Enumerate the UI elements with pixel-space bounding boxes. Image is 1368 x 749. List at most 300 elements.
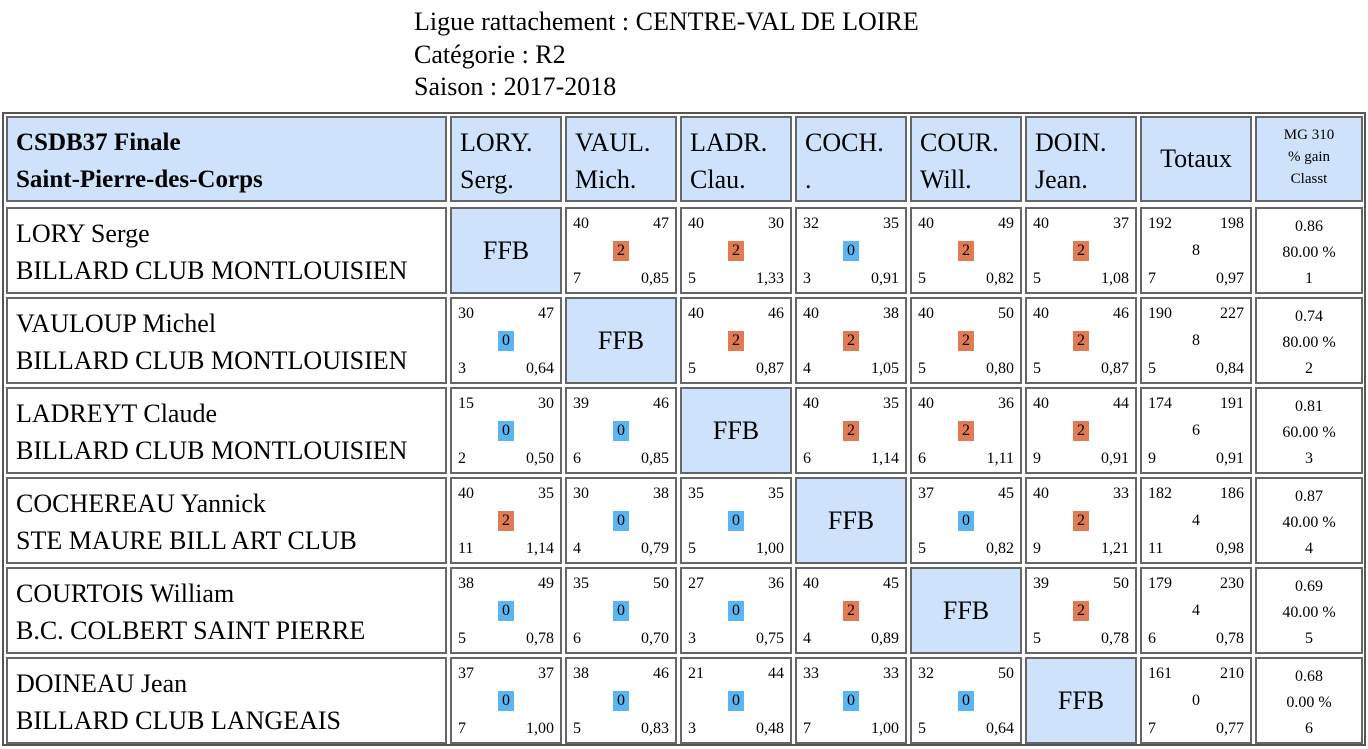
best-run: 3	[458, 360, 466, 377]
general-average: 0.68	[1295, 668, 1323, 685]
average-value: 0,82	[986, 270, 1014, 287]
total-innings: 230	[1220, 575, 1244, 592]
player-cell	[6, 297, 447, 384]
column-header	[795, 116, 907, 202]
match-result-cell	[910, 657, 1022, 744]
points-scored: 40	[1033, 215, 1049, 232]
total-best-run: 7	[1148, 270, 1156, 287]
player-cell	[6, 567, 447, 654]
innings-count: 50	[998, 305, 1014, 322]
innings-count: 38	[653, 485, 669, 502]
total-best-run: 11	[1148, 540, 1164, 557]
table-title-line2: Saint-Pierre-des-Corps	[16, 166, 263, 193]
innings-count: 46	[1113, 305, 1129, 322]
average-value: 0,78	[526, 630, 554, 647]
innings-count: 47	[538, 305, 554, 322]
general-average: 0.74	[1295, 308, 1323, 325]
average-value: 1,08	[1101, 270, 1129, 287]
average-value: 0,64	[986, 720, 1014, 737]
column-header	[680, 116, 792, 202]
points-scored: 40	[803, 305, 819, 322]
best-run: 5	[918, 540, 926, 557]
column-header-line1: LORY.	[460, 128, 533, 157]
average-value: 1,14	[526, 540, 554, 557]
best-run: 5	[918, 720, 926, 737]
ffb-label: FFB	[712, 415, 760, 445]
ffb-cell	[565, 297, 677, 384]
innings-count: 49	[538, 575, 554, 592]
best-run: 5	[1033, 360, 1041, 377]
column-header-line1: DOIN.	[1035, 128, 1107, 157]
best-run: 3	[803, 270, 811, 287]
mg-header-l3: Classt	[1290, 171, 1328, 187]
best-run: 7	[803, 720, 811, 737]
win-points-badge: 2	[728, 331, 744, 351]
average-value: 1,33	[756, 270, 784, 287]
innings-count: 50	[1113, 575, 1129, 592]
points-scored: 38	[573, 665, 589, 682]
innings-count: 44	[1113, 395, 1129, 412]
total-best-run: 9	[1148, 450, 1156, 467]
column-header-line2: Clau.	[690, 165, 746, 194]
points-scored: 40	[573, 215, 589, 232]
best-run: 5	[1033, 270, 1041, 287]
player-club: STE MAURE BILL ART CLUB	[16, 526, 357, 555]
loss-points-badge: 0	[843, 241, 859, 261]
total-average: 0,78	[1216, 630, 1244, 647]
stats-cell	[1255, 297, 1363, 384]
points-scored: 40	[1033, 395, 1049, 412]
total-average: 0,77	[1216, 720, 1244, 737]
average-value: 1,00	[756, 540, 784, 557]
win-points-badge: 2	[958, 241, 974, 261]
match-result-cell	[1025, 477, 1137, 564]
best-run: 5	[573, 720, 581, 737]
best-run: 6	[918, 450, 926, 467]
points-scored: 38	[458, 575, 474, 592]
total-innings: 210	[1220, 665, 1244, 682]
win-percentage: 80.00 %	[1282, 334, 1336, 351]
mg-header-l2: % gain	[1287, 149, 1331, 165]
table-title	[6, 116, 447, 202]
average-value: 0,79	[641, 540, 669, 557]
match-result-cell	[795, 207, 907, 294]
average-value: 0,78	[1101, 630, 1129, 647]
best-run: 7	[573, 270, 581, 287]
total-match-points: 0	[1192, 691, 1200, 709]
loss-points-badge: 0	[843, 691, 859, 711]
match-result-cell	[910, 207, 1022, 294]
points-scored: 40	[803, 395, 819, 412]
points-scored: 32	[918, 665, 934, 682]
best-run: 6	[573, 630, 581, 647]
win-percentage: 40.00 %	[1282, 514, 1336, 531]
ffb-cell	[910, 567, 1022, 654]
loss-points-badge: 0	[498, 601, 514, 621]
column-header-line1: VAUL.	[575, 128, 651, 157]
general-average: 0.69	[1295, 578, 1323, 595]
loss-points-badge: 0	[728, 511, 744, 531]
best-run: 2	[458, 450, 466, 467]
win-points-badge: 2	[728, 241, 744, 261]
loss-points-badge: 0	[498, 421, 514, 441]
totals-cell	[1140, 207, 1252, 294]
average-value: 0,87	[756, 360, 784, 377]
points-scored: 40	[1033, 485, 1049, 502]
column-header-line2: Mich.	[575, 165, 637, 194]
general-average: 0.86	[1295, 218, 1323, 235]
win-points-badge: 2	[498, 511, 514, 531]
match-result-cell	[450, 297, 562, 384]
player-name: LORY Serge	[16, 219, 150, 248]
column-header-line2: Jean.	[1035, 165, 1088, 194]
total-innings: 198	[1220, 215, 1244, 232]
totals-cell	[1140, 297, 1252, 384]
ranking: 1	[1305, 270, 1313, 287]
column-header	[565, 116, 677, 202]
average-value: 1,00	[526, 720, 554, 737]
results-table	[2, 112, 1366, 746]
player-cell	[6, 477, 447, 564]
best-run: 5	[918, 360, 926, 377]
total-average: 0,91	[1216, 450, 1244, 467]
ranking: 6	[1305, 720, 1313, 737]
total-match-points: 8	[1192, 331, 1200, 349]
stats-cell	[1255, 207, 1363, 294]
player-name: VAULOUP Michel	[16, 309, 217, 338]
ffb-cell	[450, 207, 562, 294]
best-run: 7	[458, 720, 466, 737]
average-value: 0,48	[756, 720, 784, 737]
match-result-cell	[1025, 207, 1137, 294]
innings-count: 33	[1113, 485, 1129, 502]
innings-count: 37	[538, 665, 554, 682]
points-scored: 40	[918, 305, 934, 322]
match-result-cell	[910, 297, 1022, 384]
average-value: 0,85	[641, 450, 669, 467]
points-scored: 35	[688, 485, 704, 502]
innings-count: 30	[768, 215, 784, 232]
average-value: 0,80	[986, 360, 1014, 377]
points-scored: 27	[688, 575, 704, 592]
innings-count: 47	[653, 215, 669, 232]
table-title-line1: CSDB37 Finale	[16, 129, 181, 156]
total-innings: 186	[1220, 485, 1244, 502]
innings-count: 37	[1113, 215, 1129, 232]
average-value: 0,83	[641, 720, 669, 737]
innings-count: 46	[653, 665, 669, 682]
ffb-label: FFB	[1057, 685, 1105, 715]
loss-points-badge: 0	[613, 691, 629, 711]
match-result-cell	[565, 387, 677, 474]
totals-cell	[1140, 567, 1252, 654]
best-run: 3	[688, 630, 696, 647]
average-value: 0,50	[526, 450, 554, 467]
league-line: Ligue rattachement : CENTRE-VAL DE LOIRE	[414, 7, 919, 36]
points-scored: 30	[573, 485, 589, 502]
page-header	[414, 6, 919, 104]
points-scored: 39	[1033, 575, 1049, 592]
total-innings: 227	[1220, 305, 1244, 322]
match-result-cell	[450, 387, 562, 474]
column-header-line2: Will.	[920, 165, 972, 194]
match-result-cell	[910, 387, 1022, 474]
win-points-badge: 2	[1073, 421, 1089, 441]
best-run: 5	[688, 360, 696, 377]
average-value: 0,87	[1101, 360, 1129, 377]
innings-count: 36	[998, 395, 1014, 412]
loss-points-badge: 0	[498, 691, 514, 711]
ranking: 4	[1305, 540, 1313, 557]
match-result-cell	[680, 207, 792, 294]
loss-points-badge: 0	[498, 331, 514, 351]
average-value: 0,70	[641, 630, 669, 647]
total-points: 182	[1148, 485, 1172, 502]
win-points-badge: 2	[843, 421, 859, 441]
ffb-label: FFB	[597, 325, 645, 355]
points-scored: 37	[918, 485, 934, 502]
points-scored: 40	[1033, 305, 1049, 322]
totals-cell	[1140, 477, 1252, 564]
loss-points-badge: 0	[958, 511, 974, 531]
general-average: 0.81	[1295, 398, 1323, 415]
points-scored: 40	[458, 485, 474, 502]
match-result-cell	[795, 657, 907, 744]
loss-points-badge: 0	[728, 691, 744, 711]
mg-header-l1: MG 310	[1283, 127, 1335, 143]
innings-count: 30	[538, 395, 554, 412]
average-value: 1,21	[1101, 540, 1129, 557]
win-points-badge: 2	[1073, 511, 1089, 531]
innings-count: 46	[653, 395, 669, 412]
total-points: 179	[1148, 575, 1172, 592]
win-percentage: 80.00 %	[1282, 244, 1336, 261]
player-cell	[6, 387, 447, 474]
match-result-cell	[680, 477, 792, 564]
win-points-badge: 2	[843, 331, 859, 351]
match-result-cell	[450, 477, 562, 564]
total-average: 0,98	[1216, 540, 1244, 557]
player-club: BILLARD CLUB MONTLOUISIEN	[16, 346, 408, 375]
win-points-badge: 2	[958, 331, 974, 351]
average-value: 0,91	[1101, 450, 1129, 467]
category-line: Catégorie : R2	[414, 39, 566, 69]
points-scored: 40	[688, 305, 704, 322]
match-result-cell	[565, 657, 677, 744]
innings-count: 45	[883, 575, 899, 592]
win-points-badge: 2	[958, 421, 974, 441]
stats-cell	[1255, 387, 1363, 474]
general-average: 0.87	[1295, 488, 1323, 505]
innings-count: 38	[883, 305, 899, 322]
total-match-points: 8	[1192, 241, 1200, 259]
innings-count: 44	[768, 665, 784, 682]
points-scored: 32	[803, 215, 819, 232]
points-scored: 39	[573, 395, 589, 412]
average-value: 0,64	[526, 360, 554, 377]
win-points-badge: 2	[1073, 331, 1089, 351]
average-value: 1,00	[871, 720, 899, 737]
average-value: 0,82	[986, 540, 1014, 557]
match-result-cell	[1025, 567, 1137, 654]
best-run: 5	[688, 540, 696, 557]
best-run: 5	[1033, 630, 1041, 647]
player-name: DOINEAU Jean	[16, 669, 188, 698]
column-header	[450, 116, 562, 202]
innings-count: 35	[538, 485, 554, 502]
innings-count: 33	[883, 665, 899, 682]
player-name: LADREYT Claude	[16, 399, 217, 428]
player-club: B.C. COLBERT SAINT PIERRE	[16, 616, 366, 645]
column-header-line2: Serg.	[460, 165, 514, 194]
total-innings: 191	[1220, 395, 1244, 412]
innings-count: 46	[768, 305, 784, 322]
totals-header: Totaux	[1140, 116, 1252, 202]
average-value: 1,14	[871, 450, 899, 467]
average-value: 0,91	[871, 270, 899, 287]
innings-count: 50	[653, 575, 669, 592]
best-run: 4	[573, 540, 581, 557]
total-points: 192	[1148, 215, 1172, 232]
ranking: 3	[1305, 450, 1313, 467]
total-best-run: 7	[1148, 720, 1156, 737]
points-scored: 15	[458, 395, 474, 412]
total-points: 161	[1148, 665, 1172, 682]
total-match-points: 6	[1192, 421, 1200, 439]
best-run: 5	[688, 270, 696, 287]
total-best-run: 6	[1148, 630, 1156, 647]
match-result-cell	[1025, 297, 1137, 384]
totals-cell	[1140, 387, 1252, 474]
match-result-cell	[680, 657, 792, 744]
ranking: 5	[1305, 630, 1313, 647]
match-result-cell	[795, 297, 907, 384]
average-value: 0,85	[641, 270, 669, 287]
stats-cell	[1255, 567, 1363, 654]
loss-points-badge: 0	[958, 691, 974, 711]
column-header-line1: COUR.	[920, 128, 999, 157]
match-result-cell	[565, 477, 677, 564]
best-run: 6	[803, 450, 811, 467]
average-value: 1,05	[871, 360, 899, 377]
points-scored: 37	[458, 665, 474, 682]
average-value: 1,11	[986, 450, 1014, 467]
ffb-cell	[680, 387, 792, 474]
best-run: 5	[918, 270, 926, 287]
match-result-cell	[450, 567, 562, 654]
total-average: 0,84	[1216, 360, 1244, 377]
loss-points-badge: 0	[613, 511, 629, 531]
win-points-badge: 2	[1073, 241, 1089, 261]
loss-points-badge: 0	[728, 601, 744, 621]
points-scored: 40	[803, 575, 819, 592]
best-run: 9	[1033, 450, 1041, 467]
total-average: 0,97	[1216, 270, 1244, 287]
ffb-label: FFB	[942, 595, 990, 625]
match-result-cell	[680, 567, 792, 654]
loss-points-badge: 0	[613, 421, 629, 441]
points-scored: 40	[918, 215, 934, 232]
average-value: 0,89	[871, 630, 899, 647]
points-scored: 40	[688, 215, 704, 232]
points-scored: 35	[573, 575, 589, 592]
match-result-cell	[795, 567, 907, 654]
player-name: COCHEREAU Yannick	[16, 489, 266, 518]
column-header	[1025, 116, 1137, 202]
ffb-label: FFB	[827, 505, 875, 535]
mg-header	[1255, 116, 1363, 202]
stats-cell	[1255, 477, 1363, 564]
column-header-line1: LADR.	[690, 128, 768, 157]
points-scored: 21	[688, 665, 704, 682]
player-club: BILLARD CLUB MONTLOUISIEN	[16, 436, 408, 465]
average-value: 0,75	[756, 630, 784, 647]
best-run: 3	[688, 720, 696, 737]
win-points-badge: 2	[843, 601, 859, 621]
win-points-badge: 2	[613, 241, 629, 261]
total-match-points: 4	[1192, 511, 1200, 529]
win-percentage: 0.00 %	[1286, 694, 1332, 711]
match-result-cell	[795, 387, 907, 474]
player-club: BILLARD CLUB LANGEAIS	[16, 706, 341, 735]
player-name: COURTOIS William	[16, 579, 235, 608]
match-result-cell	[450, 657, 562, 744]
match-result-cell	[565, 567, 677, 654]
match-result-cell	[1025, 387, 1137, 474]
innings-count: 45	[998, 485, 1014, 502]
best-run: 6	[573, 450, 581, 467]
ffb-cell	[795, 477, 907, 564]
win-percentage: 40.00 %	[1282, 604, 1336, 621]
best-run: 11	[458, 540, 474, 557]
innings-count: 36	[768, 575, 784, 592]
column-header-line1: COCH.	[805, 128, 884, 157]
win-percentage: 60.00 %	[1282, 424, 1336, 441]
player-cell	[6, 207, 447, 294]
ffb-cell	[1025, 657, 1137, 744]
match-result-cell	[565, 207, 677, 294]
ranking: 2	[1305, 360, 1313, 377]
column-header-line2: .	[805, 165, 812, 194]
innings-count: 50	[998, 665, 1014, 682]
column-header	[910, 116, 1022, 202]
player-club: BILLARD CLUB MONTLOUISIEN	[16, 256, 408, 285]
player-cell	[6, 657, 447, 744]
ffb-label: FFB	[482, 235, 530, 265]
points-scored: 33	[803, 665, 819, 682]
best-run: 4	[803, 630, 811, 647]
total-points: 174	[1148, 395, 1172, 412]
points-scored: 40	[918, 395, 934, 412]
season-line: Saison : 2017-2018	[414, 72, 617, 101]
best-run: 9	[1033, 540, 1041, 557]
innings-count: 49	[998, 215, 1014, 232]
innings-count: 35	[883, 215, 899, 232]
loss-points-badge: 0	[613, 601, 629, 621]
innings-count: 35	[883, 395, 899, 412]
points-scored: 30	[458, 305, 474, 322]
stats-cell	[1255, 657, 1363, 744]
innings-count: 35	[768, 485, 784, 502]
match-result-cell	[680, 297, 792, 384]
match-result-cell	[910, 477, 1022, 564]
total-best-run: 5	[1148, 360, 1156, 377]
total-match-points: 4	[1192, 601, 1200, 619]
best-run: 5	[458, 630, 466, 647]
win-points-badge: 2	[1073, 601, 1089, 621]
total-points: 190	[1148, 305, 1172, 322]
totals-cell	[1140, 657, 1252, 744]
